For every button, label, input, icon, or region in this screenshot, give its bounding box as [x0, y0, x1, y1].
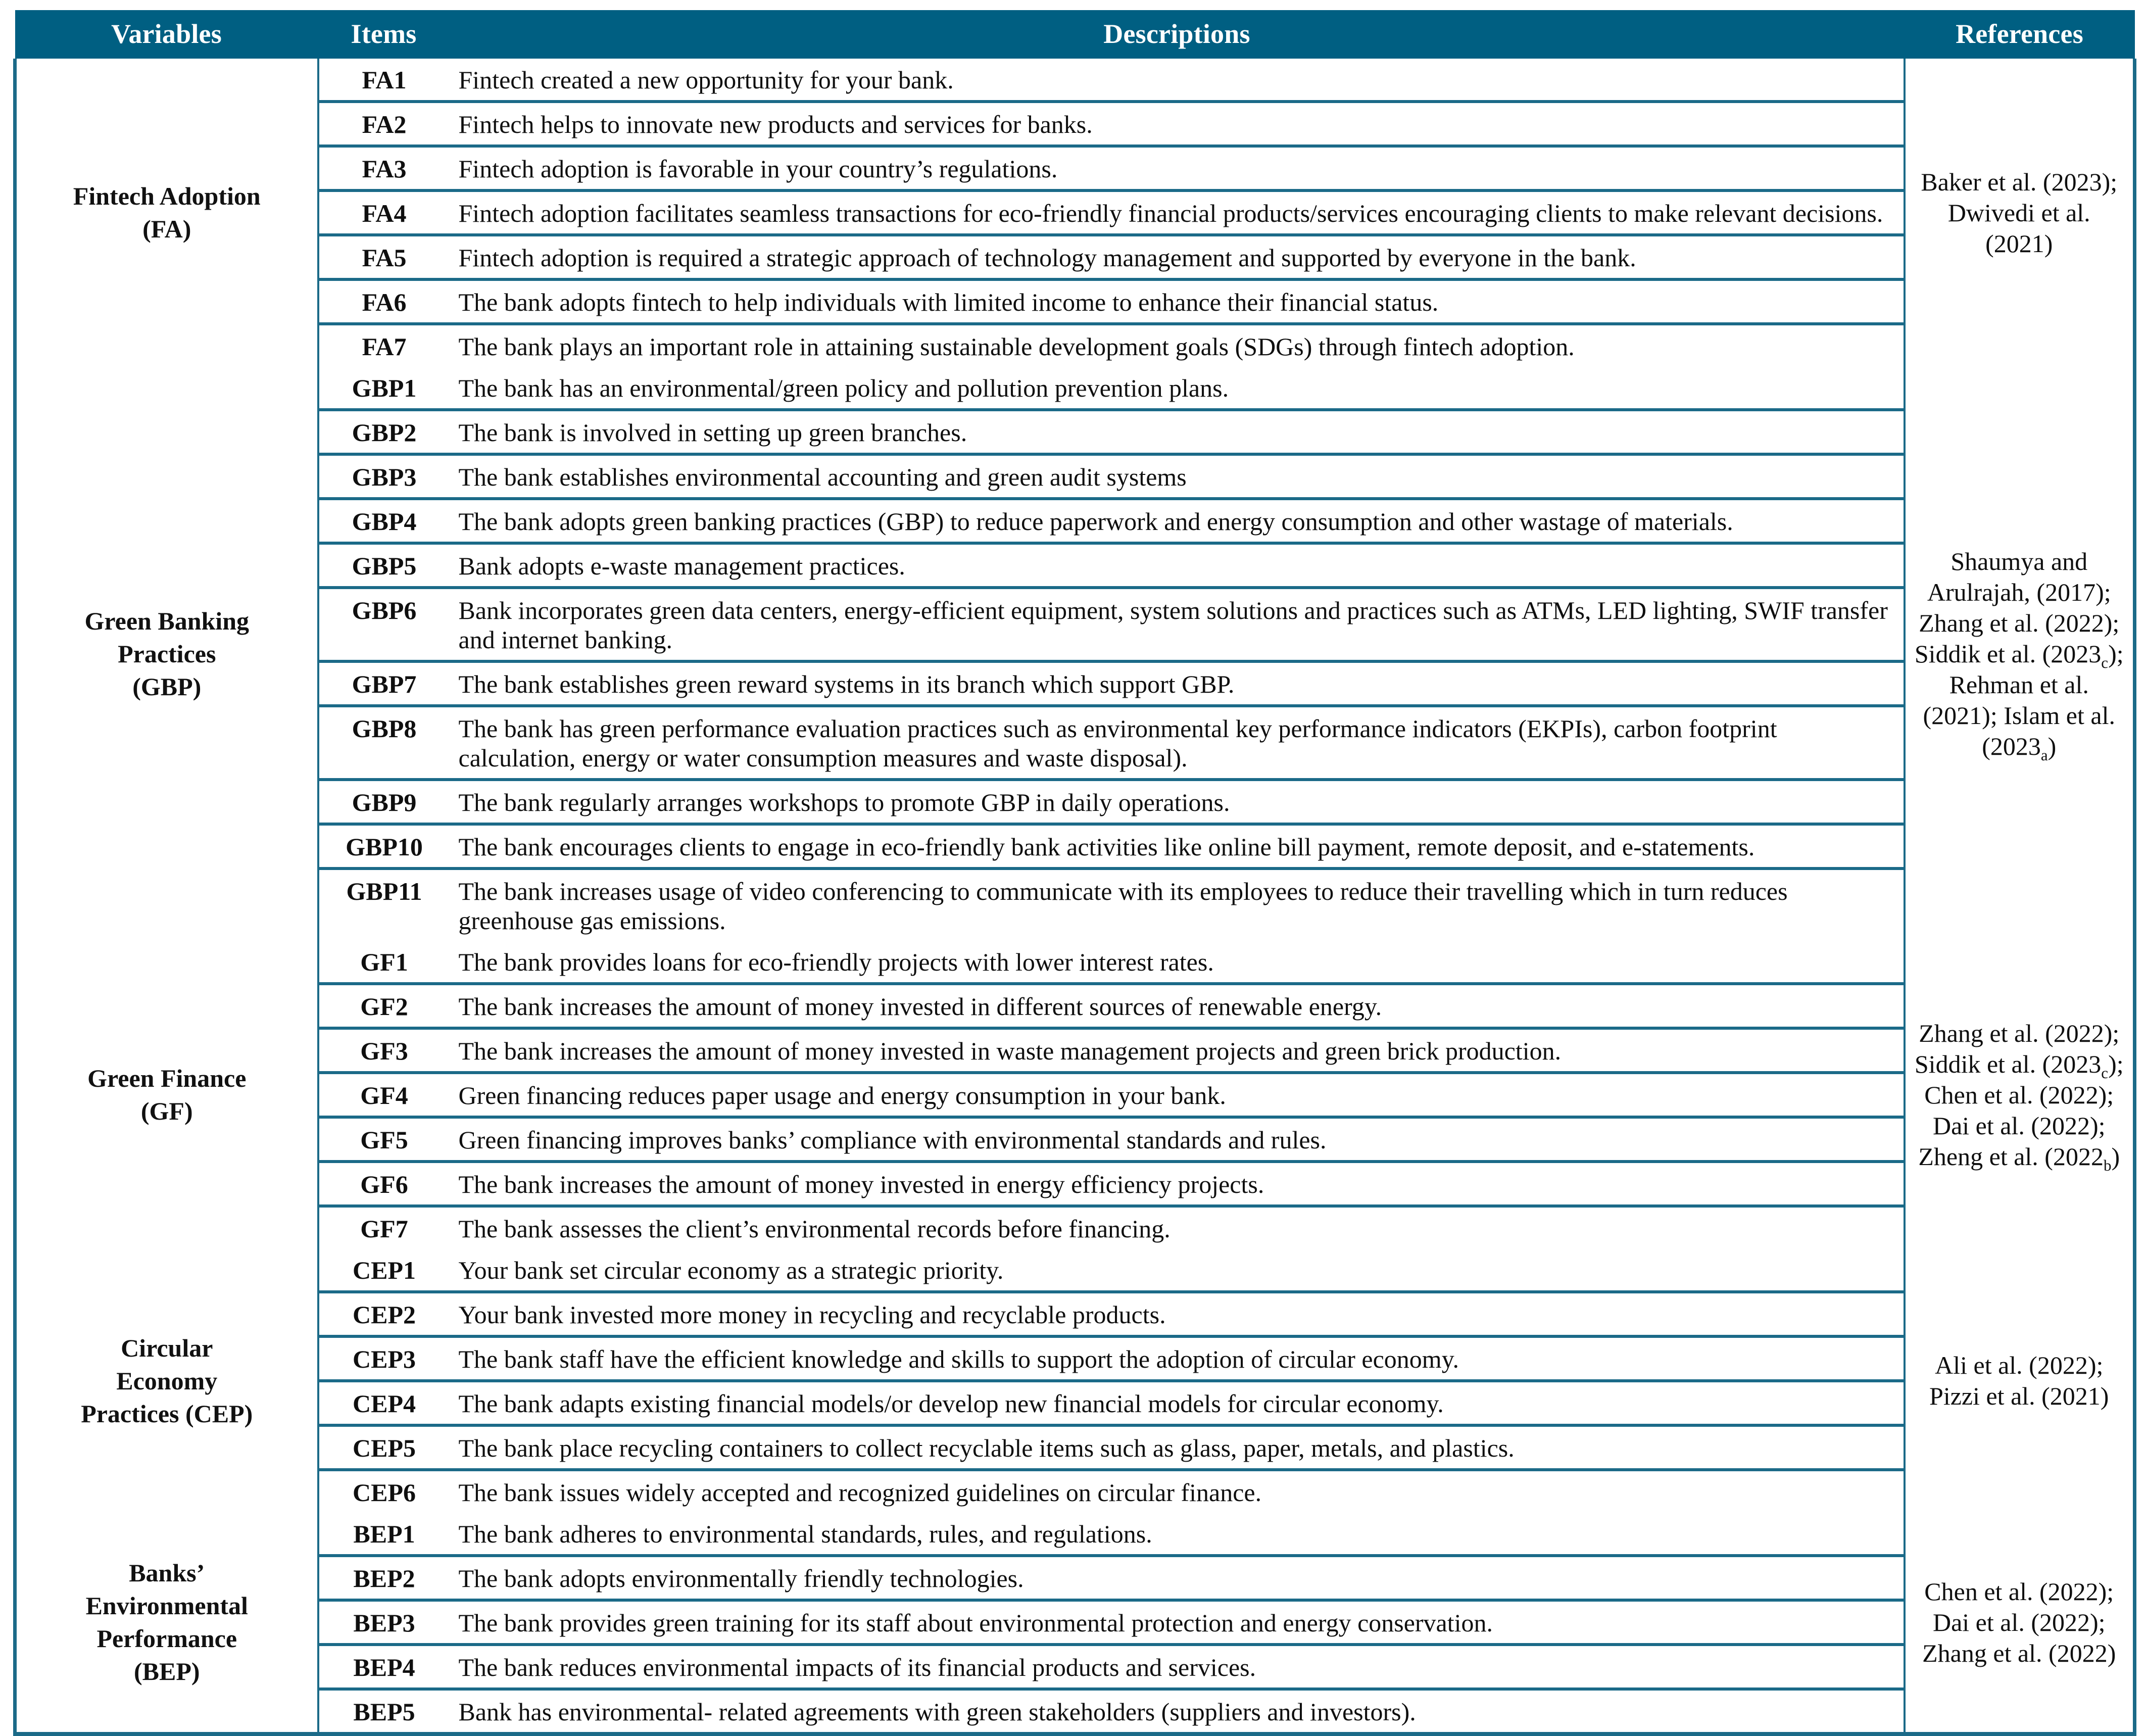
item-description: Your bank invested more money in recycling and recyclable products. — [450, 1292, 1905, 1336]
item-code: CEP1 — [318, 1249, 450, 1292]
item-description: The bank place recycling containers to collect recyclable items such as glass, paper, metals, and plastics. — [450, 1425, 1905, 1470]
item-code: FA6 — [318, 279, 450, 324]
item-code: GBP9 — [318, 780, 450, 824]
item-code: GBP11 — [346, 877, 422, 905]
item-code: FA3 — [318, 146, 450, 190]
item-code: GBP1 — [318, 367, 450, 410]
item-description: Your bank set circular economy as a strategic priority. — [450, 1249, 1905, 1292]
table-row — [15, 1645, 2135, 1689]
item-code: GF5 — [318, 1117, 450, 1162]
table-row — [15, 1513, 2135, 1556]
variable-label-line: Economy — [116, 1366, 218, 1395]
table-row — [15, 1073, 2135, 1117]
item-code: GF3 — [318, 1028, 450, 1073]
variable-label-line: (GF) — [140, 1097, 193, 1125]
item-code: CEP4 — [318, 1381, 450, 1425]
variable-group-label — [15, 59, 318, 367]
item-description: The bank plays an important role in attaining sustainable development goals (SDGs) through fintech adoption. — [458, 332, 1575, 361]
variable-label-line: Practices — [118, 639, 216, 668]
column-header-items: Items — [318, 10, 450, 59]
citation-text: Chen et al. (2022); Dai et al. (2022); Zhang et al. (2022) — [1922, 1577, 2116, 1667]
reference-citation — [1905, 941, 2135, 1249]
item-code: BEP2 — [318, 1556, 450, 1600]
table-row — [15, 1028, 2135, 1073]
item-description: Fintech adoption is favorable in your country’s regulations. — [450, 146, 1905, 190]
item-description: The bank staff have the efficient knowledge and skills to support the adoption of circular economy. — [450, 1336, 1905, 1381]
item-description: Fintech adoption facilitates seamless transactions for eco-friendly financial products/services encouraging clients to make relevant decisions. — [450, 190, 1905, 235]
item-description: The bank adapts existing financial models/or develop new financial models for circular economy. — [450, 1381, 1905, 1425]
item-code: GBP10 — [318, 824, 450, 869]
item-code: FA5 — [318, 235, 450, 279]
citation-text: Shaumya and Arulrajah, (2017); Zhang et al. (2022); Siddik et al. (2023 — [1914, 547, 2120, 668]
table-row — [15, 941, 2135, 984]
table-row — [15, 146, 2135, 190]
item-description: The bank adopts green banking practices (GBP) to reduce paperwork and energy consumption and other wastage of materials. — [450, 499, 1905, 543]
table-row — [15, 869, 2135, 941]
variable-label-line: Performance — [96, 1624, 237, 1653]
item-code: GF4 — [318, 1073, 450, 1117]
item-code: GBP8 — [318, 706, 450, 780]
item-code: GF2 — [318, 984, 450, 1028]
column-header-descriptions: Descriptions — [450, 10, 1905, 59]
item-description: The bank provides green training for its staff about environmental protection and energy conservation. — [450, 1600, 1905, 1645]
citation-suffix: a — [2040, 746, 2048, 764]
item-description: Fintech adoption is required a strategic approach of technology management and supported by everyone in the bank. — [450, 235, 1905, 279]
variable-group-label — [15, 367, 318, 941]
table-row — [15, 499, 2135, 543]
table-row — [15, 1292, 2135, 1336]
item-description: The bank adopts environmentally friendly technologies. — [450, 1556, 1905, 1600]
table-row — [15, 102, 2135, 146]
item-code: GF7 — [360, 1215, 408, 1243]
table-body — [15, 59, 2135, 1734]
table-header — [15, 10, 2135, 59]
item-description: The bank regularly arranges workshops to promote GBP in daily operations. — [450, 780, 1905, 824]
variable-label-line: Green Finance — [87, 1064, 247, 1092]
variable-label-line: Banks’ — [129, 1559, 205, 1587]
item-description: The bank assesses the client’s environmental records before financing. — [458, 1215, 1170, 1243]
item-description: The bank establishes environmental accounting and green audit systems — [450, 454, 1905, 499]
citation-text: ); Chen et al. (2022); Dai et al. (2022); Zheng et al. (2022 — [1918, 1049, 2124, 1171]
variable-label-line: Environmental — [85, 1592, 248, 1620]
table-row — [15, 1162, 2135, 1206]
item-code: BEP5 — [353, 1698, 415, 1726]
reference-citation — [1905, 367, 2135, 941]
item-description: Green financing reduces paper usage and energy consumption in your bank. — [450, 1073, 1905, 1117]
citation-suffix: c — [2101, 1064, 2109, 1082]
citation-suffix: c — [2101, 653, 2109, 671]
citation-text: Baker et al. (2023); Dwivedi et al. (2021) — [1921, 167, 2118, 258]
table-row — [15, 1600, 2135, 1645]
table-row — [15, 410, 2135, 454]
variable-label-line: Fintech Adoption — [73, 182, 261, 210]
variable-group-label — [15, 1513, 318, 1734]
item-description: The bank issues widely accepted and recognized guidelines on circular finance. — [458, 1478, 1262, 1507]
table-row — [15, 661, 2135, 706]
table-row — [15, 1425, 2135, 1470]
table-row — [15, 543, 2135, 588]
reference-citation — [1905, 59, 2135, 367]
item-code: GBP7 — [318, 661, 450, 706]
variable-label-line: Green Banking — [84, 606, 250, 635]
item-description: Green financing improves banks’ compliance with environmental standards and rules. — [450, 1117, 1905, 1162]
table-row — [15, 235, 2135, 279]
item-code: BEP4 — [318, 1645, 450, 1689]
item-code: FA2 — [318, 102, 450, 146]
item-code: GBP4 — [318, 499, 450, 543]
reference-citation — [1905, 1249, 2135, 1513]
item-code: CEP3 — [318, 1336, 450, 1381]
table-row — [15, 367, 2135, 410]
variable-label-line: Practices (CEP) — [81, 1399, 253, 1428]
item-code: CEP6 — [353, 1478, 416, 1507]
table-row — [15, 454, 2135, 499]
reference-citation — [1905, 1513, 2135, 1734]
item-code: GBP3 — [318, 454, 450, 499]
item-description: The bank increases usage of video conferencing to communicate with its employees to reduce their travelling which in turn reduces greenhouse gas emissions. — [458, 877, 1788, 935]
item-description: Fintech created a new opportunity for your bank. — [450, 59, 1905, 102]
variable-label-line: (GBP) — [132, 672, 202, 701]
item-description: The bank adopts fintech to help individuals with limited income to enhance their financial status. — [450, 279, 1905, 324]
item-code: GF1 — [318, 941, 450, 984]
table-row — [15, 1689, 2135, 1734]
item-code: CEP5 — [318, 1425, 450, 1470]
item-description: Bank has environmental- related agreements with green stakeholders (suppliers and investors). — [458, 1698, 1416, 1726]
item-code: GBP2 — [318, 410, 450, 454]
variable-label-line: (FA) — [142, 215, 191, 243]
table-row — [15, 1206, 2135, 1249]
item-description: The bank provides loans for eco-friendly projects with lower interest rates. — [450, 941, 1905, 984]
citation-suffix: b — [2103, 1156, 2112, 1174]
table-row — [15, 1556, 2135, 1600]
table-row — [15, 190, 2135, 235]
table-row — [15, 984, 2135, 1028]
table-row — [15, 1249, 2135, 1292]
item-description: The bank increases the amount of money invested in energy efficiency projects. — [450, 1162, 1905, 1206]
citation-text: ) — [2047, 732, 2057, 760]
item-code: FA1 — [318, 59, 450, 102]
item-code: BEP3 — [318, 1600, 450, 1645]
item-description: The bank increases the amount of money invested in waste management projects and green brick production. — [450, 1028, 1905, 1073]
item-description: The bank reduces environmental impacts of its financial products and services. — [450, 1645, 1905, 1689]
variable-group-label — [15, 941, 318, 1249]
item-code: CEP2 — [318, 1292, 450, 1336]
item-code: GBP5 — [318, 543, 450, 588]
item-code: GF6 — [318, 1162, 450, 1206]
item-code: FA4 — [318, 190, 450, 235]
item-description: The bank encourages clients to engage in eco-friendly bank activities like online bill payment, remote deposit, and e-statements. — [450, 824, 1905, 869]
item-description: The bank increases the amount of money invested in different sources of renewable energy. — [450, 984, 1905, 1028]
variable-label-line: (BEP) — [133, 1657, 200, 1685]
table-row — [15, 324, 2135, 367]
item-description: The bank establishes green reward systems in its branch which support GBP. — [450, 661, 1905, 706]
table-row — [15, 824, 2135, 869]
variable-group-label — [15, 1249, 318, 1513]
header-row — [15, 10, 2135, 59]
item-description: Bank adopts e-waste management practices. — [450, 543, 1905, 588]
citation-text: ); Rehman et al. (2021); Islam et al. (2023 — [1923, 639, 2124, 760]
table-row — [15, 1117, 2135, 1162]
citation-text: Ali et al. (2022); Pizzi et al. (2021) — [1929, 1351, 2109, 1410]
citation-text: ) — [2111, 1142, 2120, 1171]
table-row — [15, 706, 2135, 780]
citation-text: Zhang et al. (2022); Siddik et al. (2023 — [1914, 1019, 2120, 1078]
item-description: Fintech helps to innovate new products and services for banks. — [450, 102, 1905, 146]
item-description: The bank is involved in setting up green branches. — [450, 410, 1905, 454]
table-row — [15, 59, 2135, 102]
item-code: FA7 — [362, 332, 407, 361]
table-row — [15, 1336, 2135, 1381]
table-row — [15, 279, 2135, 324]
item-description: The bank has green performance evaluation practices such as environmental key performance indicators (EKPIs), carbon footprint calculation, energy or water consumption measures and waste disposal). — [450, 706, 1905, 780]
table-row — [15, 1381, 2135, 1425]
item-description: The bank adheres to environmental standards, rules, and regulations. — [450, 1513, 1905, 1556]
column-header-variables: Variables — [15, 10, 318, 59]
table-row — [15, 588, 2135, 661]
item-description: Bank incorporates green data centers, energy-efficient equipment, system solutions and practices such as ATMs, LED lighting, SWIF transfer and internet banking. — [450, 588, 1905, 661]
item-description: The bank has an environmental/green policy and pollution prevention plans. — [450, 367, 1905, 410]
item-code: BEP1 — [318, 1513, 450, 1556]
column-header-references: References — [1905, 10, 2135, 59]
variable-label-line: Circular — [121, 1333, 213, 1362]
measurement-items-table — [13, 10, 2136, 1736]
table-row — [15, 780, 2135, 824]
item-code: GBP6 — [318, 588, 450, 661]
table-row — [15, 1470, 2135, 1513]
